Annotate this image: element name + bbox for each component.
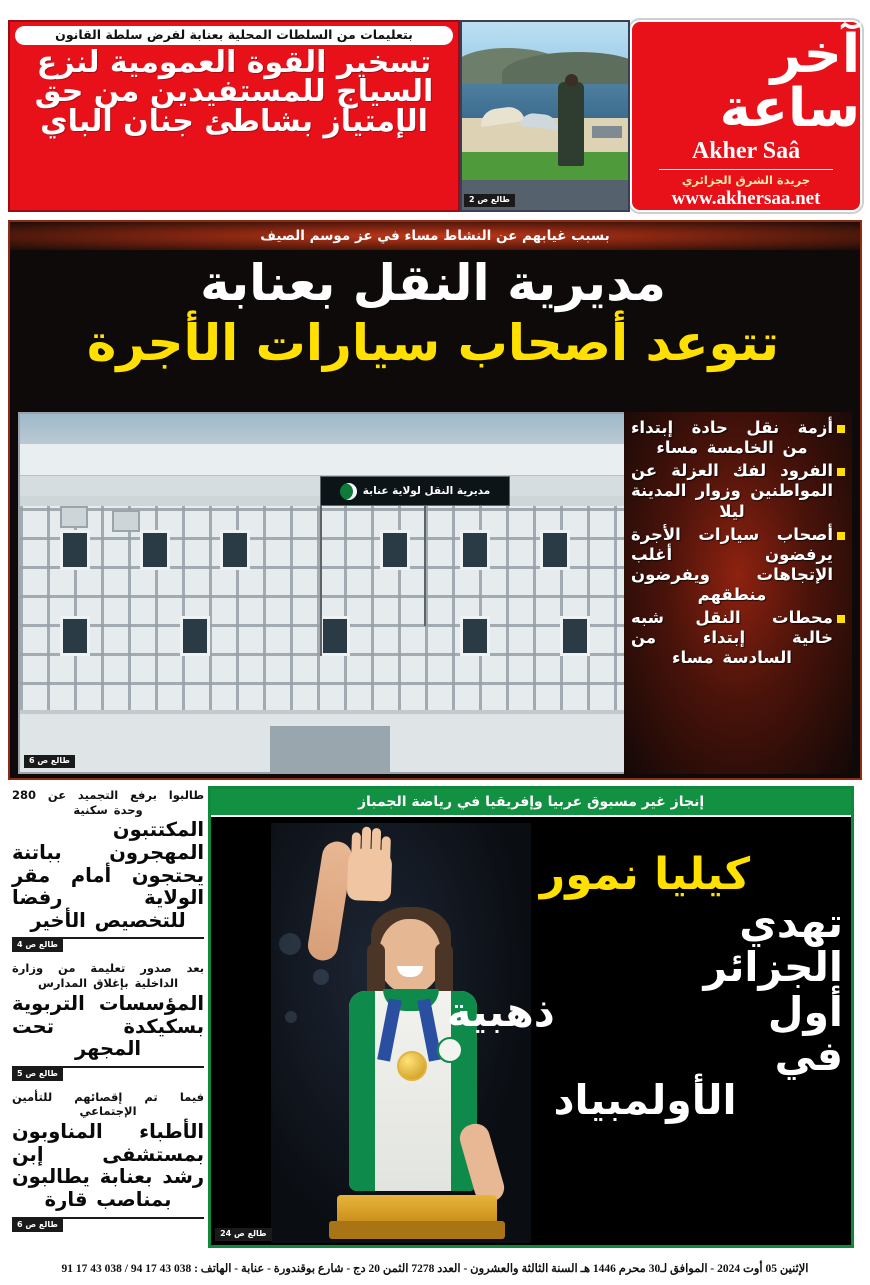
bullet-square-icon: [837, 615, 845, 623]
side-article-title: الأطباء المناوبون بمستشفى إبن رشد بعنابة يطالبون بمناصب قارة: [12, 1120, 205, 1212]
lower-section: [8, 786, 862, 1248]
top-story-photo: [460, 20, 630, 212]
sports-headline-line-5: الأولمبياد: [553, 1076, 737, 1125]
algeria-emblem-icon: [340, 483, 357, 500]
sports-headline-line-4: في: [774, 1031, 843, 1080]
bullet-item: [631, 608, 845, 668]
side-article-3[interactable]: [8, 1088, 208, 1233]
photo-officer-head: [565, 74, 578, 87]
building-window: [460, 530, 490, 570]
air-conditioner-unit: [60, 506, 88, 528]
gymnast-face: [379, 919, 441, 993]
side-article-kicker: بعد صدور تعليمة من وزارة الداخلية بإغلاق المدارس: [12, 961, 205, 991]
photo-officer-body: [558, 82, 584, 166]
bullet-text: الفرود لفك العزلة عن المواطنين وزوار المدينة ليلا: [631, 461, 833, 521]
top-story-kicker: بتعليمات من السلطات المحلية بعنابة لفرض سلطة القانون: [15, 26, 453, 45]
building-roof: [20, 444, 624, 478]
bokeh-light: [313, 969, 329, 985]
sports-headline-group: [447, 849, 843, 1125]
hanging-cable: [320, 506, 322, 656]
bullet-text: أزمة نقل حادة إبتداء من الخامسة مساء: [631, 418, 833, 458]
building-window: [140, 530, 170, 570]
building-window: [180, 616, 210, 656]
main-photo-page-badge[interactable]: طالع ص 6: [24, 755, 75, 768]
air-conditioner-unit: [112, 510, 140, 532]
bokeh-light: [285, 1011, 297, 1023]
side-article-title: المؤسسات التربوية بسكيكدة تحت المجهر: [12, 991, 205, 1061]
masthead-title-latin: Akher Saâ: [691, 138, 801, 165]
sports-headline-lines: [447, 899, 843, 1125]
side-article-title: المكتتبون المهجرون بباتنة يحتجون أمام مقر الولاية رفضا للتخصيص الأخير: [12, 818, 205, 932]
tracksuit-green-stripe: [349, 991, 375, 1191]
sports-story-block: [208, 786, 854, 1248]
top-band: [8, 20, 862, 212]
bullet-item: [631, 525, 845, 606]
photo-chair: [592, 126, 622, 138]
sports-headline-line-3: أول ذهبية: [447, 987, 843, 1036]
photo-page-badge[interactable]: طالع ص 2: [464, 194, 515, 207]
page-footer: الإثنين 05 أوت 2024 - الموافق لـ30 محرم 1446 هـ السنة الثالثة والعشرون - العدد 7278 الثمن 20 دج - شارع بوقندورة - عنابة - الهاتف : 038 43 17 94 / 038 43 17 91: [61, 1263, 809, 1275]
building-sign: [320, 476, 510, 506]
sports-headline-line-2: الجزائر: [703, 943, 843, 992]
main-story-headline-white: مديرية النقل بعنابة: [200, 254, 666, 312]
sports-story-kicker: إنجاز غير مسبوق عربيا وإفريقيا في رياضة الجمباز: [211, 789, 851, 817]
bokeh-light: [279, 933, 301, 955]
gold-medal-icon: [397, 1051, 427, 1081]
masthead-title-arabic: آخر ساعة: [719, 24, 860, 140]
top-story-headline-line-1: تسخير القوة العمومية لنزع: [36, 44, 432, 80]
side-articles-column: [8, 786, 208, 1248]
main-story-block: [8, 220, 862, 780]
bullet-text: محطات النقل شبه خالية إبتداء من السادسة مساء: [631, 608, 833, 668]
building-window: [560, 616, 590, 656]
top-story-headline: [34, 44, 434, 140]
bullet-square-icon: [837, 425, 845, 433]
masthead-subtitle: جريدة الشرق الجزائري: [659, 169, 832, 187]
building-sign-text: مديرية النقل لولاية عنابة: [362, 485, 491, 497]
building-window: [60, 616, 90, 656]
masthead-logo[interactable]: [630, 20, 862, 212]
side-article-badge-row: [12, 1068, 204, 1082]
building-window: [320, 616, 350, 656]
hanging-cable: [424, 506, 426, 626]
podium-base: [329, 1221, 505, 1239]
side-article-kicker: فيما تم إقصائهم للتأمين الإجتماعي: [12, 1089, 205, 1119]
side-article-badge-row: [12, 1219, 204, 1233]
building-entrance: [270, 726, 390, 774]
bullet-square-icon: [837, 532, 845, 540]
masthead-website[interactable]: www.akhersaa.net: [671, 188, 821, 210]
building-lattice: [20, 506, 624, 714]
building-window: [540, 530, 570, 570]
sports-headline-line-1: تهدي: [739, 899, 843, 947]
side-article-2[interactable]: [8, 959, 208, 1081]
side-article-1[interactable]: [8, 786, 208, 953]
building-facade: [20, 506, 624, 714]
top-story-headline-line-3: الإمتياز بشاطئ جنان الباي: [40, 104, 428, 140]
main-story-headline-yellow: تتوعد أصحاب سيارات الأجرة: [86, 314, 780, 372]
gymnast-hand: [347, 848, 393, 902]
bullet-item: [631, 418, 845, 458]
side-article-badge-row: [12, 939, 204, 953]
top-story-headline-line-2: السياج للمستفيدين من حق: [34, 74, 434, 110]
side-article-kicker: طالبوا برفع التجميد عن 280 وحدة سكنية: [12, 788, 205, 817]
sports-photo-page-badge[interactable]: طالع ص 24: [215, 1228, 271, 1241]
building-window: [220, 530, 250, 570]
bullet-square-icon: [837, 468, 845, 476]
bullet-item: [631, 461, 845, 521]
building-window: [60, 530, 90, 570]
building-window: [380, 530, 410, 570]
sports-story-stage: [211, 819, 851, 1245]
side-article-page-badge[interactable]: طالع ص 4: [12, 939, 63, 952]
main-story-photo: [18, 412, 626, 774]
building-window: [460, 616, 490, 656]
main-story-kicker: بسبب غيابهم عن النشاط مساء في عز موسم الصيف: [10, 222, 860, 250]
side-article-page-badge[interactable]: طالع ص 6: [12, 1219, 63, 1232]
top-story-block: [8, 20, 460, 212]
athlete-name: كيليا نمور: [539, 849, 751, 900]
main-story-bullet-list: [624, 412, 852, 774]
side-article-page-badge[interactable]: طالع ص 5: [12, 1068, 63, 1081]
bullet-text: أصحاب سيارات الأجرة يرفضون أغلب الإتجاهات ويفرضون منطقهم: [631, 524, 833, 604]
